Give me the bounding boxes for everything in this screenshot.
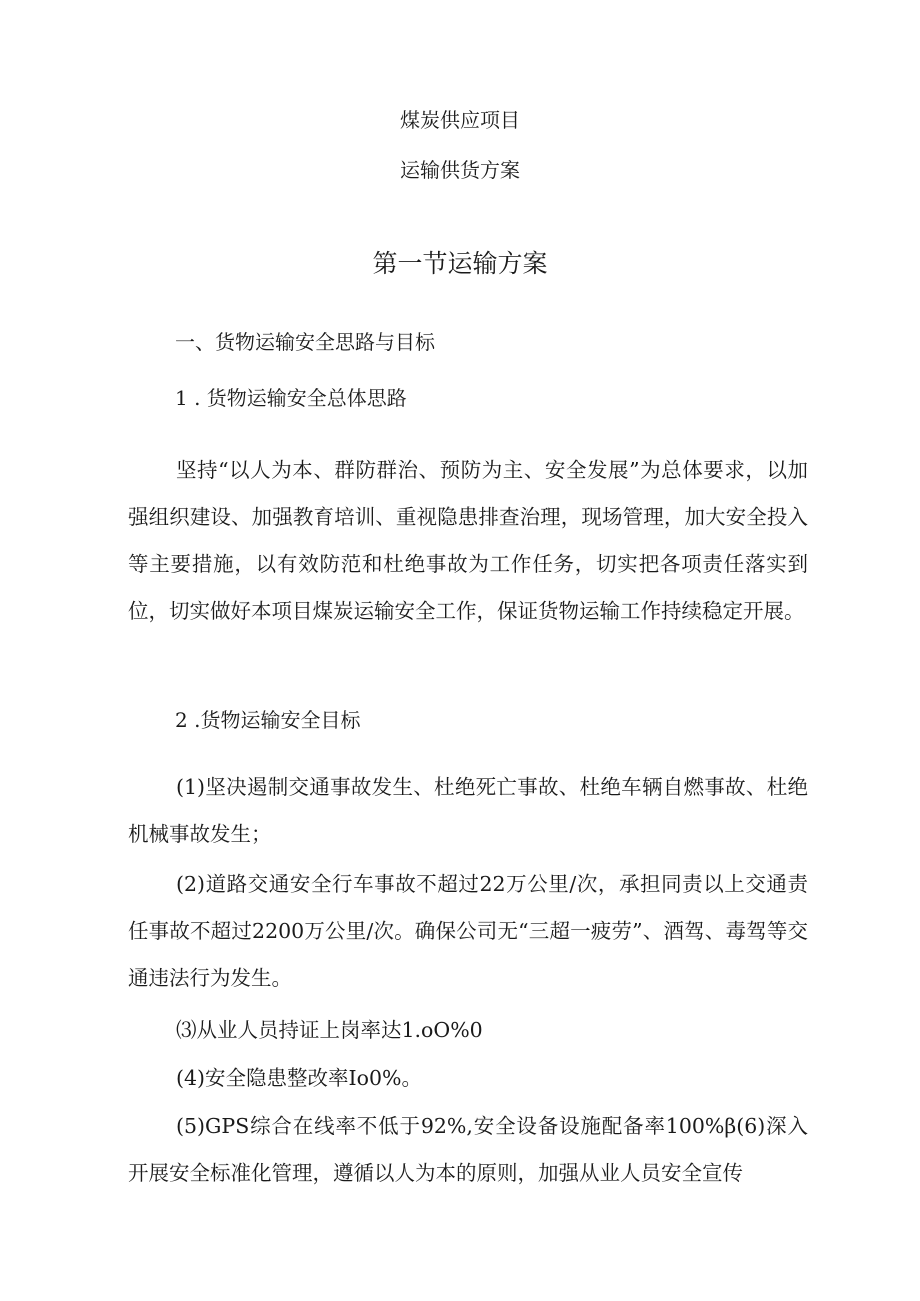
list-item-target-4: (4)安全隐患整改率Io0%。 xyxy=(176,1066,422,1090)
list-item-target-3: ⑶从业人员持证上岗率达1.oO%0 xyxy=(176,1018,483,1042)
document-title-line1: 煤炭供应项目 xyxy=(400,108,520,132)
list-item-target-2: (2)道路交通安全行车事故不超过22万公里/次，承担同责以上交通责任事故不超过2200万公里/次。确保公司无“三超一疲劳”、酒驾、毒驾等交通违法行为发生。 xyxy=(128,872,808,990)
document-title-line2: 运输供货方案 xyxy=(400,158,520,182)
heading-safety-targets: 2 .货物运输安全目标 xyxy=(175,708,361,732)
section-title: 第一节运输方案 xyxy=(372,249,548,278)
paragraph-overall-approach: 坚持“以人为本、群防群治、预防为主、安全发展”为总体要求，以加强组织建设、加强教育培训、重视隐患排查治理，现场管理，加大安全投入等主要措施，以有效防范和杜绝事故为工作任务，切实把各项责任落实到位，切实做好本项目煤炭运输安全工作，保证货物运输工作持续稳定开展。 xyxy=(128,458,808,623)
list-item-target-5: (5)GPS综合在线率不低于92%,安全设备设施配备率100%β(6)深入开展安全标准化管理，遵循以人为本的原则，加强从业人员安全宣传 xyxy=(128,1114,808,1185)
heading-safety-goals: 一、货物运输安全思路与目标 xyxy=(175,330,435,354)
heading-overall-approach: 1 . 货物运输安全总体思路 xyxy=(175,386,407,410)
list-item-target-1: (1)坚决遏制交通事故发生、杜绝死亡事故、杜绝车辆自燃事故、杜绝机械事故发生； xyxy=(128,775,808,846)
